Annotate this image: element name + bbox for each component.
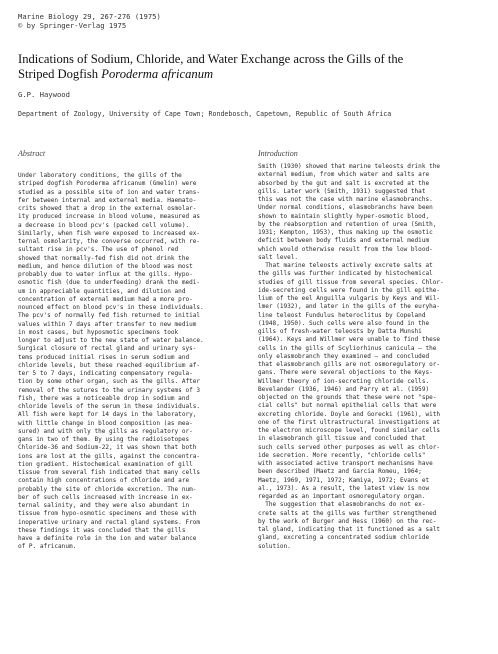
intro-paragraph-3: The suggestion that elasmobranchs do not ex- crete salts at the gills was further strengthened by the work of Burger and Hess (1960) on the rec- tal gland, indicating that it functioned as a salt gland, excreting a concentrated sodium chloride solution. xyxy=(258,501,441,550)
title-line-2 xyxy=(18,67,488,82)
copyright-line: © by Springer-Verlag 1975 xyxy=(18,21,127,30)
author-affiliation: Department of Zoology, University of Cape Town; Rondebosch, Capetown, Republic of South Africa xyxy=(18,110,392,118)
title-line-1: Indications of Sodium, Chloride, and Water Exchange across the Gills of the xyxy=(18,52,404,66)
abstract-column xyxy=(18,150,240,552)
intro-paragraph-1: Smith (1930) showed that marine teleosts drink the external medium, from which water and salts are absorbed by the gut and salt is excreted at the gills. Later work (Smith, 1931) suggested that this was not the case with marine elasmobranchs. Under normal conditions, elasmobranchs have been shown to maintain slightly hyper-osmotic blood, by the reabsorption and retention of urea (Smith, 1931; Kempton, 1953), thus making up the osmotic deficit between body fluids and external medium which would otherwise result from the low blood- salt level. xyxy=(258,163,441,261)
intro-paragraph-2: That marine teleosts actively excrete salts at the gills was further indicated by histochemical studies of gill tissue from several species. Chlor- ide-secreting cells were found in the gill epithe- lium of the eel Anguilla vulgaris by Keys and Wil- lmer (1932), and later in the gills of the euryha- line teleost Fundulus heteroclitus by Copeland (1948, 1950). Such cells were also found in the gills of fresh-water teleosts by Datta Munshi (1964). Keys and Willmer were unable to find these cells in the gills of Scyliorhinus canicula — the only elasmobranch they examined — and concluded that elasmobranch gills are not osmoregulatory or- gans. There were several objections to the Keys- Willmer theory of ion-secreting chloride cells. Bevelander (1936, 1946) and Parry et al. (1959) objected on the grounds that these were not "spe- cial cells" but normal epithelial cells that were excreting chloride. Doyle and Gorecki (1961), with one of the first ultrastructural investigations at the electron microscope level, found similar cells in elasmobranch gill tissue and concluded that such cells served other purposes as well as chlor- ide secretion. More recently, "chloride cells" with associated active transport mechanisms have been described (Maetz and Garcia Romeu, 1964; Maetz, 1969, 1971, 1972; Kamiya, 1972; Evans et al., 1973). As a result, the latest view is now regarded as an important osmoregulatory organ. xyxy=(258,262,444,500)
title-prefix: Striped Dogfish xyxy=(18,66,102,81)
journal-citation: Marine Biology 29, 267-276 (1975) xyxy=(18,12,161,21)
introduction-column xyxy=(258,150,480,551)
abstract-text: Under laboratory conditions, the gills of the striped dogfish Poroderma africanum (Gmelin) were studied as a possible site of ion and water trans- fer between internal and external media. Haemato- crits showed that a drop in the external osmolar- ity produced increase in blood volume, measured as a decrease in blood pcv's (packed cell volume). Similarly, when fish were exposed to increased ex- ternal osmolarity, the converse occurred, with re- sultant rise in pcv's. The use of phenol red showed that normally-fed fish did not drink the medium, and hence dilution of the blood was most probably due to water influx at the gills. Hypo- osmotic fish (due to underfeeding) drank the medi- um in appreciable quantities, and dilution and concentration of external medium had a more pro- nounced effect on blood pcv's in these individuals. The pcv's of normally fed fish returned to initial values within 7 days after transfer to new medium in most cases, but hyposmotic specimens took longer to adjust to the new state of water balance. Surgical closure of rectal gland and urinary sys- tems produced initial rises in serum sodium and chloride levels, but these reached equilibrium af- ter 5 to 7 days, indicating compensatory regula- tion by some other organ, such as the gills. After removal of the sutures to the urinary systems of 3 fish, there was a noticeable drop in sodium and chloride levels of the serum in these individuals. All fish were kept for 14 days in the laboratory, with little change in blood composition (as mea- sured) and with only the gills as regulatory or- gans in two of them. By using the radioisotopes Chloride-36 and Sodium-22, it was shown that both ions are lost at the gills, against the concentra- tion gradient. Histochemical examination of gill tissue from several fish indicated that many cells contain high concentrations of chloride and are probably the site of chloride excretion. The num- ber of such cells increased with increase in ex- ternal salinity, and they were also abundant in tissue from hypo-osmotic specimens and those with inoperative urinary and rectal gland systems. From these findings it was concluded that the gills have a definite role in the ion and water balance of P. africanum. xyxy=(18,172,204,551)
journal-header xyxy=(18,12,161,30)
introduction-heading: Introduction xyxy=(258,149,298,158)
abstract-heading: Abstract xyxy=(18,149,46,158)
paper-title xyxy=(18,52,488,81)
author-name: G.P. Haywood xyxy=(18,90,70,99)
title-species: Poroderma africanum xyxy=(101,66,214,81)
